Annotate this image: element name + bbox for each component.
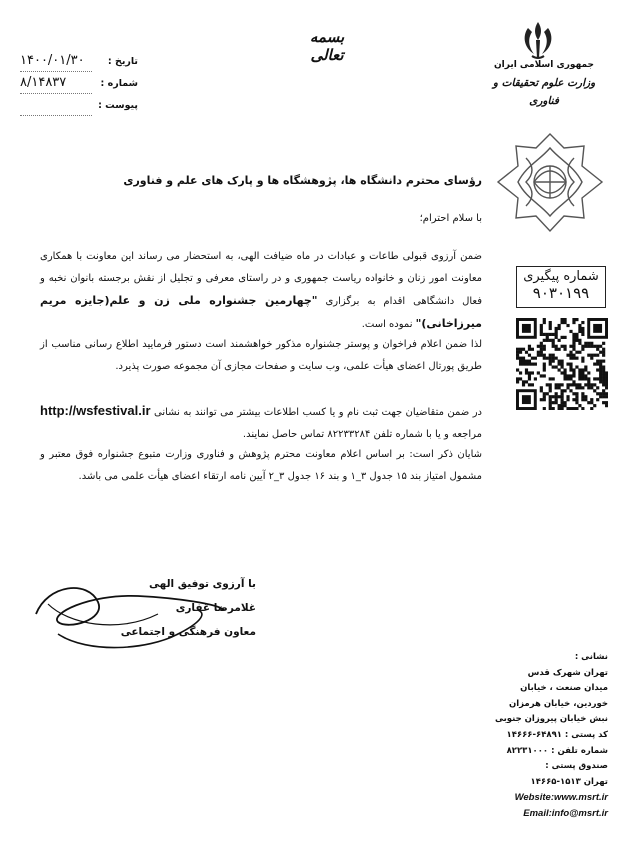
signer-name: غلامرضا غفاری xyxy=(175,602,256,614)
email-link[interactable]: Email:info@msrt.ir xyxy=(523,807,608,819)
website-link[interactable]: Website:www.msrt.ir xyxy=(514,792,608,804)
phone: شماره تلفن : ۸۲۲۳۱۰۰۰ xyxy=(506,745,608,756)
number-label: شماره : xyxy=(100,78,138,89)
tracking-number: ۹۰۳۰۱۹۹ xyxy=(532,284,590,302)
address-block xyxy=(470,650,608,822)
tracking-title: شماره پیگیری xyxy=(523,269,599,284)
signer-title: معاون فرهنگی و اجتماعی xyxy=(120,626,256,638)
address-line-3: خوردین، خیابان هرمزان xyxy=(508,698,608,709)
attachment-label: پیوست : xyxy=(98,100,138,111)
paragraph-3 xyxy=(40,400,482,446)
ministry-line-1: جمهوری اسلامی ایران xyxy=(493,60,595,70)
tracking-box xyxy=(516,266,606,308)
date-label: تاریخ : xyxy=(107,56,138,67)
paragraph-3-end: مراجعه و یا با شماره تلفن ۸۲۲۳۳۲۸۴ تماس حاصل نمایند. xyxy=(242,429,482,440)
festival-url[interactable]: http://wsfestival.ir xyxy=(40,403,151,418)
pobox: تهران ۱۵۱۳-۱۴۶۶۵ xyxy=(530,776,608,787)
paragraph-1-text: ضمن آرزوی قبولی طاعات و عبادات در ماه ضیافت الهی، به استحضار می رساند این معاونت با همکاری معاونت امور زنان و خانواده ریاست جمهوری و در راستای معرفی و تجلیل از نقش برجسته بانوان نخبه و فعال دانشگاهی اقدام به برگزاری xyxy=(40,251,482,307)
date-value: ۱۴۰۰/۰۱/۳۰ xyxy=(20,53,85,68)
basmala: بسمه تعالی xyxy=(309,28,345,64)
paragraph-3-text: در ضمن متقاضیان جهت ثبت نام و یا کسب اطلاعات بیشتر می توانند به نشانی xyxy=(153,407,482,418)
paragraph-1 xyxy=(40,246,482,336)
paragraph-4: شایان ذکر است: بر اساس اعلام معاونت محترم پژوهش و فناوری وزارت متبوع جشنواره فوق معتبر و مشمول امتیاز بند ۱۵ جدول ۳_۱ و بند ۱۶ جدول ۳_۲ آیین نامه ارتقاء اعضای هیأت علمی می باشد. xyxy=(40,449,482,482)
recipient: رؤسای محترم دانشگاه ها، پژوهشگاه ها و پارک های علم و فناوری xyxy=(123,174,482,187)
address-line-4: نبش خیابان پیروزان جنوبی xyxy=(495,714,608,725)
ministry-title xyxy=(480,56,608,110)
signature-block xyxy=(96,572,256,644)
ministry-line-2: وزارت علوم تحقیقات و فناوری xyxy=(492,77,596,107)
date-row xyxy=(20,53,138,72)
paragraph-2: لذا ضمن اعلام فراخوان و پوستر جشنواره مذکور خواهشمند است دستور فرمایید اطلاع رسانی مناسب از طریق پورتال اعضای هیأت علمی، وب سایت و صفحات مجازی آن مجموعه صورت پذیرد. xyxy=(40,339,482,372)
qr-code-icon xyxy=(516,318,608,410)
number-value: ۸/۱۴۸۳۷ xyxy=(20,75,67,90)
attachment-row xyxy=(20,100,138,116)
greeting: با سلام احترام؛ xyxy=(419,213,482,224)
number-row xyxy=(20,75,138,94)
address-label: نشانی : xyxy=(574,652,608,662)
pobox-label: صندوق پستی : xyxy=(545,761,608,772)
postal-code: کد پستی : ۶۴۸۹۱-۱۴۶۶۶ xyxy=(506,729,608,740)
festival-title: "چهارمین جشنواره ملی زن و علم(جایزه مریم میرزاخانی)" xyxy=(40,294,482,330)
address-line-2: میدان صنعت ، خیابان xyxy=(520,683,608,694)
ornament-icon xyxy=(494,130,606,235)
paragraph-1-end: نموده است. xyxy=(361,319,413,330)
closing-line: با آرزوی توفیق الهی xyxy=(149,578,256,590)
address-line-1: تهران شهرک قدس xyxy=(527,667,608,678)
